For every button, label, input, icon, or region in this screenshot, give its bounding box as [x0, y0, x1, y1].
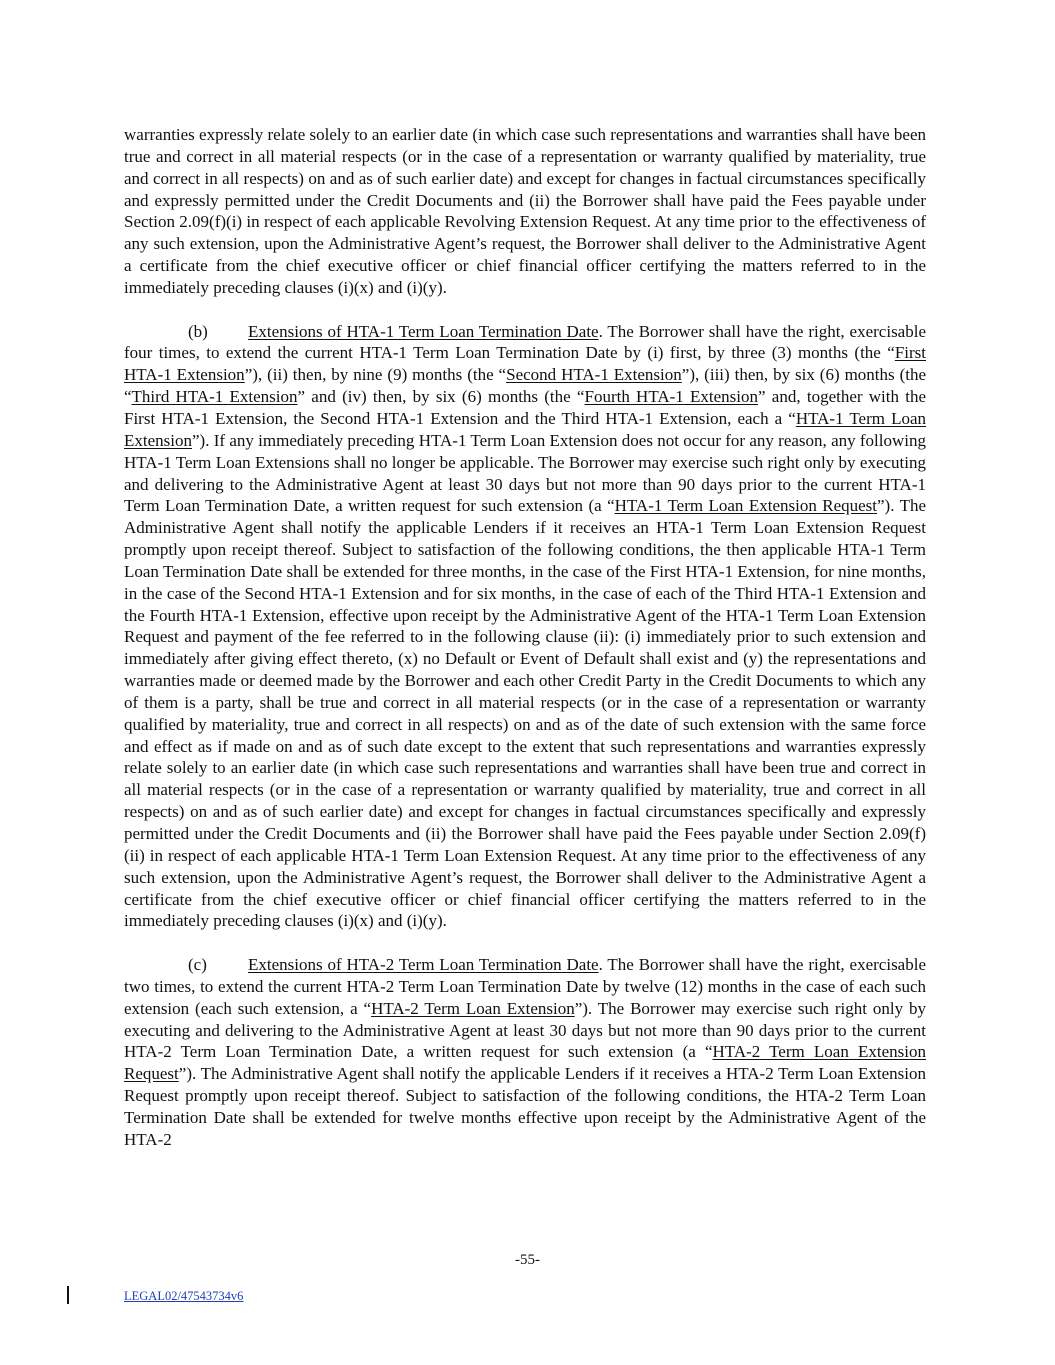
defined-term: HTA-2 Term Loan Extension Request [124, 1042, 926, 1084]
paragraph-text: . The Borrower shall have the right, exercisable four times, to extend the current HTA-1 Term Loan Termination Date by (i) first, by three (3) months (the “ [124, 321, 926, 363]
paragraph-text: warranties expressly relate solely to an earlier date (in which case such representations and warranties shall have been true and correct in all material respects (or in the case of a representation or warranty qualified by materiality, true and correct in all respects) on and as of such earlier date) and except for changes in factual circumstances specifically and expressly permitted under the Credit Documents and (ii) the Borrower shall have paid the Fees payable under Section 2.09(f)(i) in respect of each applicable Revolving Extension Request. At any time prior to the effectiveness of any such extension, upon the Administrative Agent’s request, the Borrower shall deliver to the Administrative Agent a certificate from the chief executive officer or chief financial officer certifying the matters referred to in the immediately preceding clauses (i)(x) and (i)(y). [124, 125, 926, 297]
paragraph-b [124, 321, 926, 933]
section-heading-c: Extensions of HTA-2 Term Loan Termination Date [248, 955, 599, 975]
section-heading-b: Extensions of HTA-1 Term Loan Termination Date [248, 321, 599, 341]
page-number: -55- [515, 1252, 540, 1268]
paragraph-text: . The Borrower shall have the right, exercisable two times, to extend the current HTA-2 Term Loan Termination Date by twelve (12) months in the case of each such extension (each such extension, a “ [124, 955, 926, 1018]
document-id-link[interactable]: LEGAL02/47543734v6 [124, 1289, 244, 1303]
defined-term: Second HTA-1 Extension [506, 365, 682, 385]
defined-term: HTA-1 Term Loan Extension Request [614, 496, 878, 516]
paragraph-c [124, 954, 926, 1151]
defined-term: HTA-2 Term Loan Extension [371, 998, 575, 1018]
defined-term: Fourth HTA-1 Extension [584, 387, 759, 407]
clause-label-b: (b) [188, 321, 208, 341]
paragraph-text: ”). The Administrative Agent shall notify the applicable Lenders if it receives an HTA-1 Term Loan Extension Request promptly upon receipt thereof. Subject to satisfaction of the following conditions, the then applicable HTA-1 Term Loan Termination Date shall be extended for three months, in the case of the First HTA-1 Extension, for nine months, in the case of the Second HTA-1 Extension and for six months, in the case of each of the Third HTA-1 Extension and the Fourth HTA-1 Extension, effective upon receipt by the Administrative Agent of the HTA-1 Term Loan Extension Request and payment of the fee referred to in the following clause (ii): (i) immediately prior to such extension and immediately after giving effect thereto, (x) no Default or Event of Default shall exist and (y) the representations and warranties made or deemed made by the Borrower and each other Credit Party in the Credit Documents to which any of them is a party, shall be true and correct in all material respects (or in the case of a representation or warranty qualified by materiality, true and correct in all respects) on and as of the date of such extension with the same force and effect as if made on and as of such date except to the extent that such representations and warranties expressly relate solely to an earlier date (in which case such representations and warranties shall have been true and correct in all material respects (or in the case of a representation or warranty qualified by materiality, true and correct in all respects) on and as of such earlier date) and except for changes in factual circumstances specifically and expressly permitted under the Credit Documents and (ii) the Borrower shall have paid the Fees payable under Section 2.09(f)(ii) in respect of each applicable HTA-1 Term Loan Extension Request. At any time prior to the effectiveness of any such extension, upon the Administrative Agent’s request, the Borrower shall deliver to the Administrative Agent a certificate from the chief executive officer or chief financial officer certifying the matters referred to in the immediately preceding clauses (i)(x) and (i)(y). [124, 496, 927, 931]
document-page [124, 124, 926, 1151]
paragraph-text: ”). The Administrative Agent shall notify the applicable Lenders if it receives a HTA-2 Term Loan Extension Request promptly upon receipt thereof. Subject to satisfaction of the following conditions, the HTA-2 Term Loan Termination Date shall be extended for twelve months effective upon receipt by the Administrative Agent of the HTA-2 [124, 1064, 926, 1149]
defined-term: HTA-1 Term Loan Extension [124, 408, 926, 450]
paragraph-text: ” and (iv) then, by six (6) months (the “ [297, 387, 585, 407]
clause-label-c: (c) [188, 955, 207, 975]
paragraph-text: ”), (ii) then, by nine (9) months (the “ [244, 365, 507, 385]
paragraph-a-continuation [124, 124, 926, 299]
paragraph-text: ”), (iii) then, by six (6) months (the “ [124, 365, 927, 407]
paragraph-text: ”). The Borrower may exercise such right only by executing and delivering to the Administrative Agent at least 30 days but not more than 90 days prior to the current HTA-2 Term Loan Termination Date, a written request for such extension (a “ [124, 998, 927, 1062]
defined-term: First HTA-1 Extension [124, 343, 926, 385]
paragraph-text: ” and, together with the First HTA-1 Extension, the Second HTA-1 Extension and the Third HTA-1 Extension, each a “ [124, 387, 926, 428]
defined-term: Third HTA-1 Extension [131, 387, 298, 407]
revision-change-bar [67, 1286, 69, 1304]
paragraph-text: ”). If any immediately preceding HTA-1 Term Loan Extension does not occur for any reason, any following HTA-1 Term Loan Extensions shall no longer be applicable. The Borrower may exercise such right only by executing and delivering to the Administrative Agent at least 30 days but not more than 90 days prior to the current HTA-1 Term Loan Termination Date, a written request for such extension (a “ [124, 430, 926, 516]
